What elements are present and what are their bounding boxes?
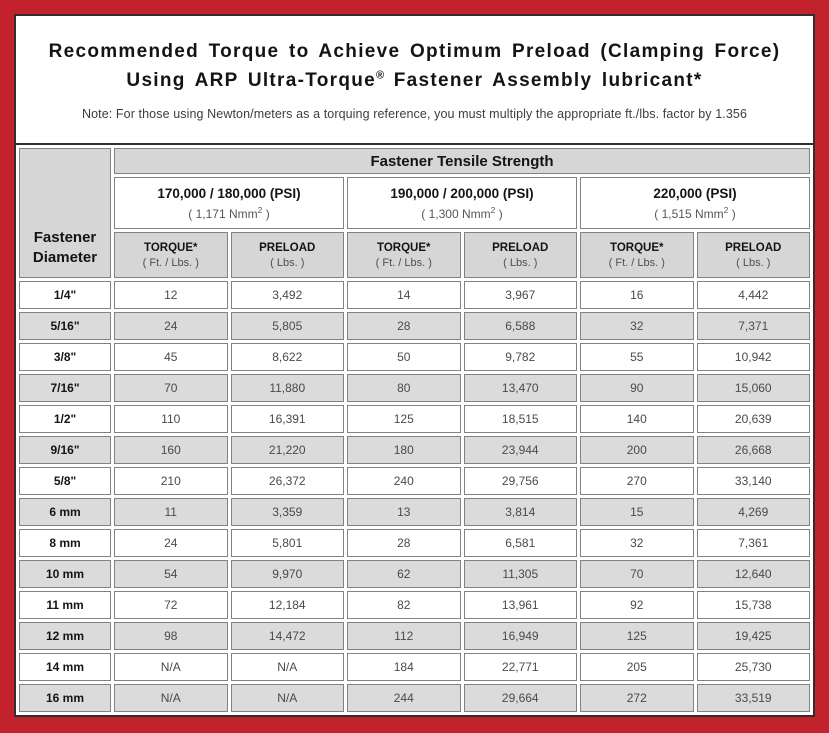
torque-value-cell: 270 [580, 467, 694, 495]
table-row [19, 343, 810, 371]
torque-value-cell: 16 [580, 281, 694, 309]
torque-value-cell: 28 [347, 312, 461, 340]
table-row [19, 467, 810, 495]
tensile-strength-header: Fastener Tensile Strength [114, 148, 810, 174]
preload-value-cell: 16,391 [231, 405, 345, 433]
torque-value-cell: 80 [347, 374, 461, 402]
preload-value-cell: 26,372 [231, 467, 345, 495]
preload-value-cell: 15,060 [697, 374, 811, 402]
page-title [16, 37, 813, 96]
preload-value-cell: 5,805 [231, 312, 345, 340]
torque-value-cell: 98 [114, 622, 228, 650]
preload-value-cell: 33,519 [697, 684, 811, 712]
table-row [19, 684, 810, 712]
psi-group-220: 220,000 (PSI) ( 1,515 Nmm$^2$ ) [580, 177, 810, 229]
torque-value-cell: 205 [580, 653, 694, 681]
torque-value-cell: 62 [347, 560, 461, 588]
preload-value-cell: 9,782 [464, 343, 578, 371]
torque-value-cell: 72 [114, 591, 228, 619]
title-line-2: Using ARP Ultra-Torque® Fastener Assembly lubricant* [126, 70, 703, 92]
torque-value-cell: 92 [580, 591, 694, 619]
psi-group-170-180: 170,000 / 180,000 (PSI) ( 1,171 Nmm$^2$ ) [114, 177, 344, 229]
preload-value-cell: 5,801 [231, 529, 345, 557]
preload-value-cell: 11,880 [231, 374, 345, 402]
preload-value-cell: 12,184 [231, 591, 345, 619]
torque-value-cell: 32 [580, 312, 694, 340]
preload-value-cell: 25,730 [697, 653, 811, 681]
torque-value-cell: 54 [114, 560, 228, 588]
preload-value-cell: 3,359 [231, 498, 345, 526]
torque-value-cell: 13 [347, 498, 461, 526]
title-line-1: Recommended Torque to Achieve Optimum Preload (Clamping Force) [48, 41, 781, 62]
torque-value-cell: 32 [580, 529, 694, 557]
preload-value-cell: N/A [231, 684, 345, 712]
torque-value-cell: 200 [580, 436, 694, 464]
note-text: Note: For those using Newton/meters as a torquing reference, you must multiply the appropriate ft./lbs. factor by 1.356 [81, 106, 747, 121]
diameter-cell: 1/4" [19, 281, 111, 309]
table-row [19, 374, 810, 402]
torque-spec-table [16, 143, 813, 715]
diameter-cell: 16 mm [19, 684, 111, 712]
preload-value-cell: 4,442 [697, 281, 811, 309]
torque-value-cell: 272 [580, 684, 694, 712]
preload-value-cell: N/A [231, 653, 345, 681]
preload-value-cell: 20,639 [697, 405, 811, 433]
diameter-cell: 11 mm [19, 591, 111, 619]
torque-value-cell: N/A [114, 653, 228, 681]
table-row [19, 312, 810, 340]
corner-header-fastener-diameter: Fastener Diameter [19, 148, 111, 278]
header-row-top [19, 148, 810, 174]
registered-trademark-symbol: ® [376, 70, 385, 83]
torque-value-cell: 184 [347, 653, 461, 681]
preload-value-cell: 9,970 [231, 560, 345, 588]
diameter-cell: 6 mm [19, 498, 111, 526]
preload-value-cell: 7,371 [697, 312, 811, 340]
torque-value-cell: 70 [580, 560, 694, 588]
preload-value-cell: 6,581 [464, 529, 578, 557]
preload-value-cell: 33,140 [697, 467, 811, 495]
diameter-cell: 8 mm [19, 529, 111, 557]
torque-value-cell: 24 [114, 529, 228, 557]
torque-value-cell: 24 [114, 312, 228, 340]
header-row-units [19, 232, 810, 278]
torque-value-cell: 90 [580, 374, 694, 402]
torque-column-header: TORQUE* ( Ft. / Lbs. ) [114, 232, 228, 278]
torque-value-cell: 50 [347, 343, 461, 371]
torque-value-cell: 244 [347, 684, 461, 712]
header-row-psi [19, 177, 810, 229]
preload-value-cell: 29,756 [464, 467, 578, 495]
torque-value-cell: 210 [114, 467, 228, 495]
torque-value-cell: N/A [114, 684, 228, 712]
table-row [19, 591, 810, 619]
table-row [19, 281, 810, 309]
torque-value-cell: 160 [114, 436, 228, 464]
preload-value-cell: 6,588 [464, 312, 578, 340]
psi-group-190-200: 190,000 / 200,000 (PSI) ( 1,300 Nmm$^2$ ) [347, 177, 577, 229]
diameter-cell: 12 mm [19, 622, 111, 650]
preload-value-cell: 13,470 [464, 374, 578, 402]
table-row [19, 405, 810, 433]
torque-value-cell: 125 [347, 405, 461, 433]
preload-value-cell: 4,269 [697, 498, 811, 526]
preload-value-cell: 29,664 [464, 684, 578, 712]
torque-column-header: TORQUE* ( Ft. / Lbs. ) [580, 232, 694, 278]
torque-value-cell: 28 [347, 529, 461, 557]
preload-value-cell: 16,949 [464, 622, 578, 650]
torque-value-cell: 11 [114, 498, 228, 526]
torque-value-cell: 12 [114, 281, 228, 309]
torque-value-cell: 180 [347, 436, 461, 464]
table-row [19, 529, 810, 557]
torque-column-header: TORQUE* ( Ft. / Lbs. ) [347, 232, 461, 278]
table-row [19, 622, 810, 650]
torque-value-cell: 82 [347, 591, 461, 619]
preload-value-cell: 18,515 [464, 405, 578, 433]
torque-value-cell: 45 [114, 343, 228, 371]
table-row [19, 498, 810, 526]
table-row [19, 560, 810, 588]
preload-value-cell: 3,967 [464, 281, 578, 309]
torque-value-cell: 15 [580, 498, 694, 526]
diameter-cell: 5/8" [19, 467, 111, 495]
diameter-cell: 3/8" [19, 343, 111, 371]
diameter-cell: 14 mm [19, 653, 111, 681]
diameter-cell: 9/16" [19, 436, 111, 464]
preload-value-cell: 19,425 [697, 622, 811, 650]
preload-column-header: PRELOAD ( Lbs. ) [697, 232, 811, 278]
preload-value-cell: 7,361 [697, 529, 811, 557]
table-row [19, 436, 810, 464]
preload-column-header: PRELOAD ( Lbs. ) [464, 232, 578, 278]
table-row [19, 653, 810, 681]
torque-value-cell: 14 [347, 281, 461, 309]
preload-value-cell: 8,622 [231, 343, 345, 371]
diameter-cell: 5/16" [19, 312, 111, 340]
preload-value-cell: 22,771 [464, 653, 578, 681]
torque-value-cell: 55 [580, 343, 694, 371]
title-block [16, 16, 813, 143]
torque-value-cell: 70 [114, 374, 228, 402]
torque-value-cell: 110 [114, 405, 228, 433]
preload-value-cell: 12,640 [697, 560, 811, 588]
torque-value-cell: 125 [580, 622, 694, 650]
preload-value-cell: 10,942 [697, 343, 811, 371]
torque-value-cell: 240 [347, 467, 461, 495]
content-panel [14, 14, 815, 717]
preload-value-cell: 3,814 [464, 498, 578, 526]
preload-value-cell: 14,472 [231, 622, 345, 650]
preload-value-cell: 23,944 [464, 436, 578, 464]
torque-value-cell: 112 [347, 622, 461, 650]
diameter-cell: 10 mm [19, 560, 111, 588]
preload-value-cell: 21,220 [231, 436, 345, 464]
preload-value-cell: 15,738 [697, 591, 811, 619]
diameter-cell: 1/2" [19, 405, 111, 433]
preload-value-cell: 26,668 [697, 436, 811, 464]
preload-value-cell: 13,961 [464, 591, 578, 619]
diameter-cell: 7/16" [19, 374, 111, 402]
preload-column-header: PRELOAD ( Lbs. ) [231, 232, 345, 278]
torque-value-cell: 140 [580, 405, 694, 433]
preload-value-cell: 3,492 [231, 281, 345, 309]
preload-value-cell: 11,305 [464, 560, 578, 588]
